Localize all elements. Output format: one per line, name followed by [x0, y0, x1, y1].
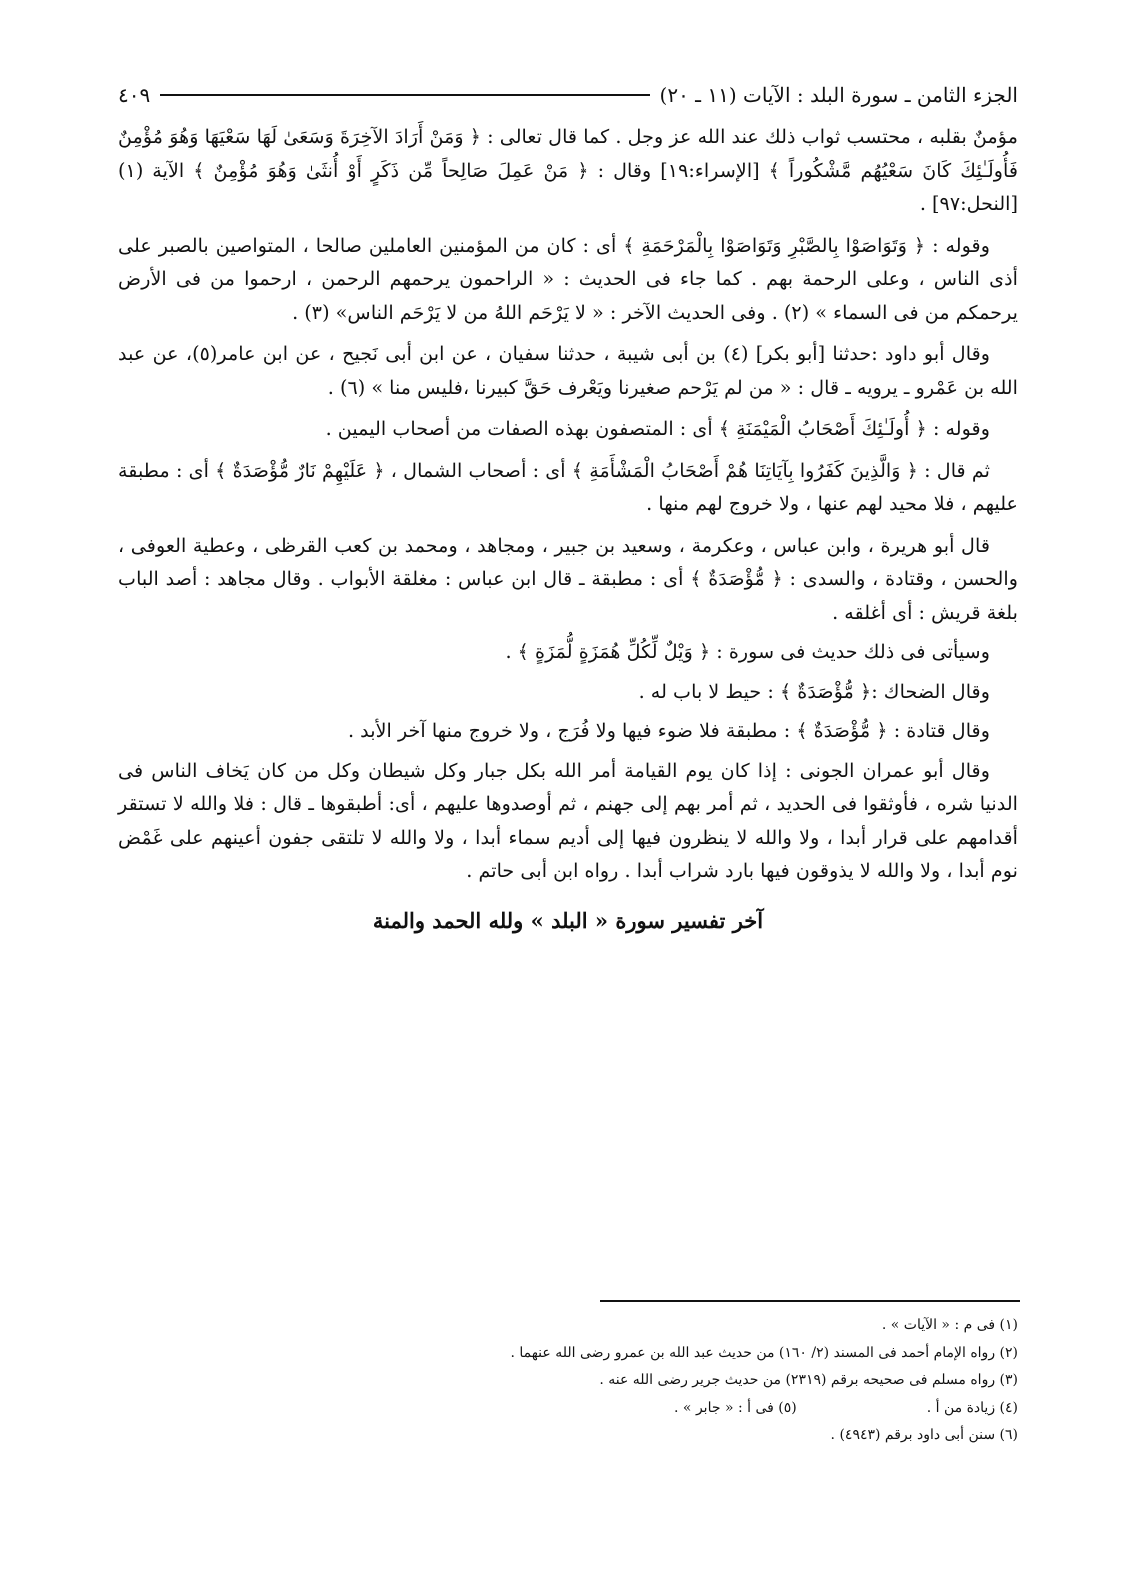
footnote-2: (٢) رواه الإمام أحمد فى المسند (٢/ ١٦٠) من حديث عبد الله بن عمرو رضى الله عنهما .: [510, 1344, 1018, 1361]
footnote-6: (٦) سنن أبى داود برقم (٤٩٤٣) .: [830, 1427, 1018, 1443]
paragraph-3: وقال أبو داود :حدثنا [أبو بكر] (٤) بن أبى شيبة ، حدثنا سفيان ، عن ابن أبى نَجيح ، عن ابن عامر(٥)، عن عبد الله بن عَمْرو ـ يرويه ـ قال : « من لم يَرْحم صغيرنا ويَعْرف حَقَّ كبيرنا ،فليس منا » (٦) .: [118, 342, 1018, 399]
footnotes: [118, 1312, 1018, 1450]
book-page: [118, 78, 1018, 938]
footnote-1: (١) فى م : « الآيات » .: [881, 1317, 1018, 1333]
footnote-rule: [600, 1300, 1020, 1302]
page-number: ٤٠٩: [118, 83, 151, 107]
paragraph-6: قال أبو هريرة ، وابن عباس ، وعكرمة ، وسعيد بن جبير ، ومجاهد ، ومحمد بن كعب القرظى ، وعطية العوفى ، والحسن ، وقتادة ، والسدى : ﴿ مُّؤْصَدَةٌ ﴾ أى : مطبقة ـ قال ابن عباس : مغلقة الأبواب . وقال مجاهد : أصد الباب بلغة قريش : أى أغلقه .: [118, 533, 1018, 624]
paragraph-10: وقال أبو عمران الجونى : إذا كان يوم القيامة أمر الله بكل جبار وكل شيطان وكل من كان يَخاف الناس فى الدنيا شره ، فأوثقوا فى الحديد ، ثم أمر بهم إلى جهنم ، ثم أوصدوها عليهم ، أى: أطبقوها ـ قال : فلا والله لا تستقر أقدامهم على قرار أبدا ، ولا والله لا ينظرون فيها إلى أديم سماء أبدا ، ولا والله لا تلتقى جفون أعينهم على غَمْض نوم أبدا ، ولا والله لا يذوقون فيها بارد شراب أبدا . رواه ابن أبى حاتم .: [118, 758, 1018, 882]
paragraph-4: وقوله : ﴿ أُولَـٰئِكَ أَصْحَابُ الْمَيْمَنَةِ ﴾ أى : المتصفون بهذه الصفات من أصحاب اليمين .: [325, 417, 990, 440]
paragraph-8: وقال الضحاك :﴿ مُّؤْصَدَةٌ ﴾ : حيط لا باب له .: [638, 679, 990, 703]
paragraph-9: وقال قتادة : ﴿ مُّؤْصَدَةٌ ﴾ : مطبقة فلا ضوء فيها ولا فُرَج ، ولا خروج منها آخر الأبد .: [347, 719, 990, 742]
paragraph-5: ثم قال : ﴿ وَالَّذِينَ كَفَرُوا بِآيَاتِنَا هُمْ أَصْحَابُ الْمَشْأَمَةِ ﴾ أى : أصحاب الشمال ، ﴿ عَلَيْهِمْ نَارٌ مُّؤْصَدَةٌ ﴾ أى : مطبقة عليهم ، فلا محيد لهم عنها ، ولا خروج لهم منها .: [118, 458, 1018, 515]
closing-line: آخر تفسير سورة « البلد » ولله الحمد والمنة: [372, 907, 764, 933]
body-text: [118, 120, 1018, 888]
footnote-3: (٣) رواه مسلم فى صحيحه برقم (٢٣١٩) من حديث جرير رضى الله عنه .: [599, 1372, 1018, 1388]
footnote-4: (٤) زيادة من أ .: [926, 1399, 1018, 1416]
running-title: الجزء الثامن ـ سورة البلد : الآيات (١١ ـ ٢٠): [659, 83, 1018, 107]
paragraph-7: وسيأتى فى ذلك حديث فى سورة : ﴿ وَيْلٌ لِّكُلِّ هُمَزَةٍ لُّمَزَةٍ ﴾ .: [505, 640, 990, 663]
header-rule: [160, 94, 649, 96]
paragraph-2: وقوله : ﴿ وَتَوَاصَوْا بِالصَّبْرِ وَتَوَاصَوْا بِالْمَرْحَمَةِ ﴾ أى : كان من المؤمنين العاملين صالحا ، المتواصين بالصبر على أذى الناس ، وعلى الرحمة بهم . كما جاء فى الحديث : « الراحمون يرحمهم الرحمن ، ارحموا من فى الأرض يرحمكم من فى السماء » (٢) . وفى الحديث الآخر : « لا يَرْحَم اللهُ من لا يَرْحَم الناس» (٣) .: [118, 233, 1018, 324]
page-header: [118, 78, 1018, 112]
footnote-5: (٥) فى أ : « جابر » .: [674, 1399, 797, 1416]
footnote-row-4-5: [118, 1395, 1018, 1423]
paragraph-1: مؤمنٌ بقلبه ، محتسب ثواب ذلك عند الله عز وجل . كما قال تعالى : ﴿ وَمَنْ أَرَادَ الآخِرَةَ وَسَعَىٰ لَهَا سَعْيَهَا وَهُوَ مُؤْمِنٌ فَأُولَـٰئِكَ كَانَ سَعْيُهُم مَّشْكُوراً ﴾ [الإسراء:١٩] وقال : ﴿ مَنْ عَمِلَ صَالِحاً مِّن ذَكَرٍ أَوْ أُنثَىٰ وَهُوَ مُؤْمِنٌ ﴾ الآية (١) [النحل:٩٧] .: [118, 125, 1018, 215]
